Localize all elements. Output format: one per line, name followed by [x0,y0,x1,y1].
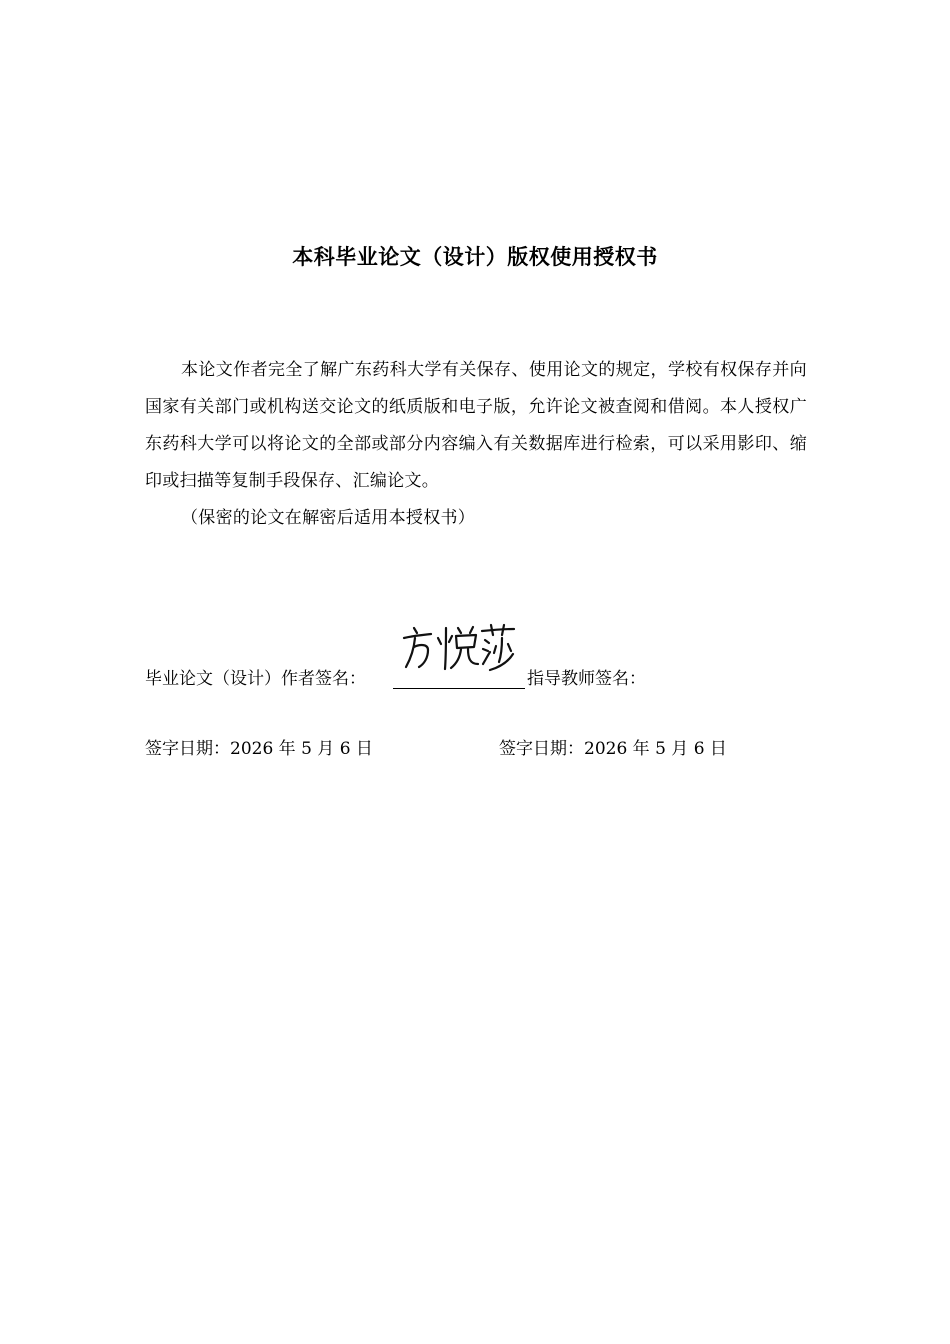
document-body [145,352,807,537]
signature-row [145,664,845,694]
author-signature-label: 毕业论文（设计）作者签名： [145,669,366,689]
author-signature-line [393,688,525,689]
authorization-paragraph: 本论文作者完全了解广东药科大学有关保存、使用论文的规定，学校有权保存并向国家有关部门或机构送交论文的纸质版和电子版，允许论文被查阅和借阅。本人授权广东药科大学可以将论文的全部或部分内容编入有关数据库进行检索，可以采用影印、缩印或扫描等复制手段保存、汇编论文。 [145,360,807,491]
confidentiality-note: （保密的论文在解密后适用本授权书） [181,508,476,528]
author-sign-date: 签字日期：2026 年 5 月 6 日 [145,739,373,759]
advisor-signature-label: 指导教师签名： [527,669,646,689]
advisor-sign-date: 签字日期：2026 年 5 月 6 日 [499,739,727,759]
document-title: 本科毕业论文（设计）版权使用授权书 [292,245,658,269]
date-row [145,734,845,764]
